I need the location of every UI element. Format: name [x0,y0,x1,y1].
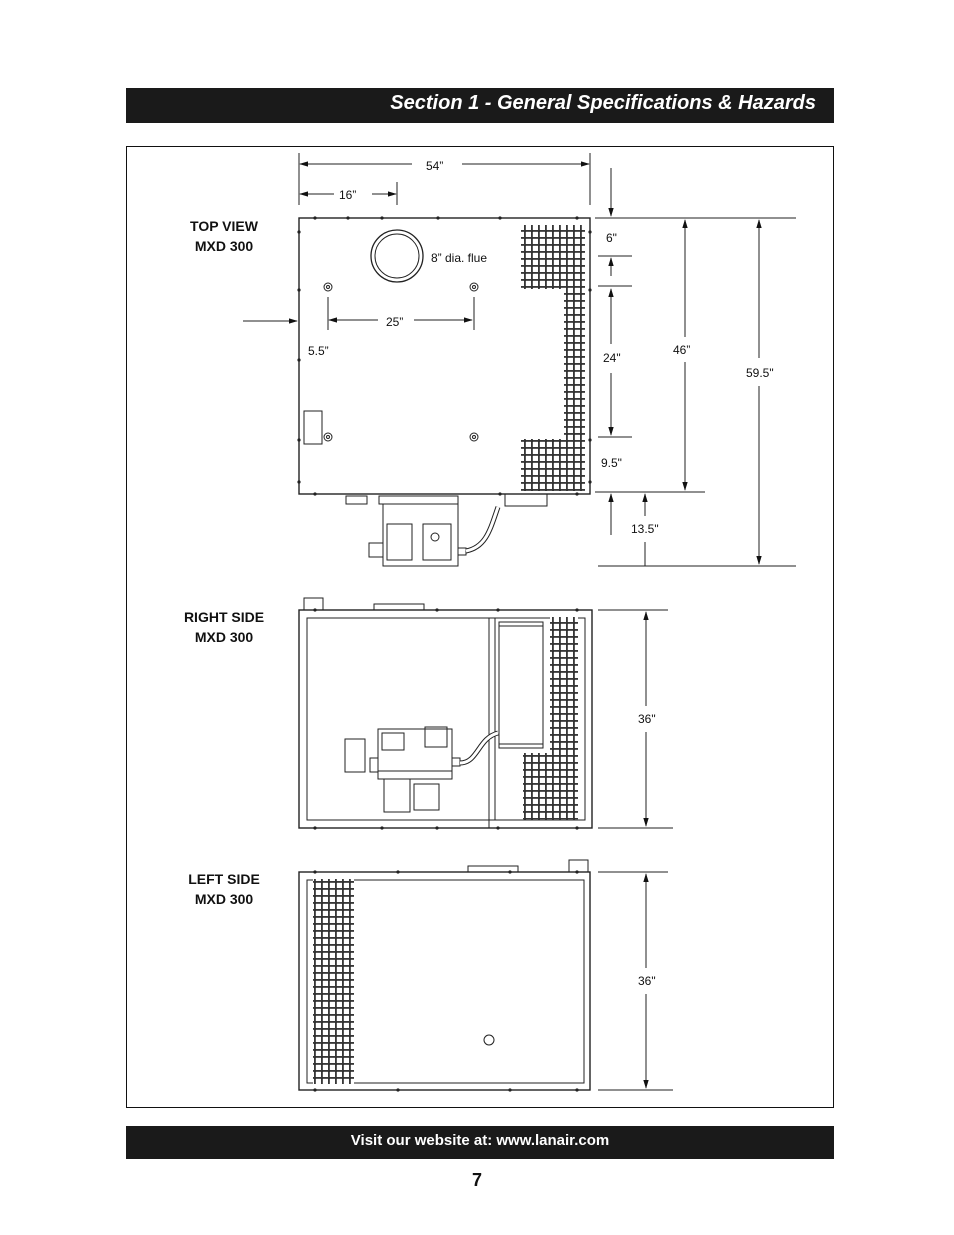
dimension-6: 6" [606,231,617,245]
dimension-24: 24" [603,351,621,365]
footer-bar [126,1126,834,1159]
page-number: 7 [471,1170,482,1190]
top-view [243,153,796,566]
dimension-46: 46” [673,343,691,357]
right-side-title: RIGHT SIDE [183,609,265,625]
top-view-label [164,216,284,256]
right-side-view [299,598,673,830]
flue-label: 8” dia. flue [431,251,488,265]
top-view-title: TOP VIEW [190,218,258,234]
left-side-title: LEFT SIDE [188,871,260,887]
right-side-height: 36" [638,712,656,726]
left-side-label [164,869,284,909]
dimension-16: 16” [339,188,357,202]
left-side-model: MXD 300 [194,891,254,907]
right-side-model: MXD 300 [194,629,254,645]
left-side-height: 36" [638,974,656,988]
section-title: Section 1 - General Specifications & Hazards [390,92,816,114]
dimension-25: 25” [386,315,404,329]
right-side-label [164,607,284,647]
dimension-5-5: 5.5” [308,344,329,358]
dimension-9-5: 9.5" [601,456,622,470]
dimension-13-5: 13.5" [631,522,659,536]
top-view-model: MXD 300 [194,238,254,254]
left-side-view [299,860,673,1092]
website-link[interactable]: Visit our website at: www.lanair.com [350,1132,610,1149]
dimension-54: 54” [426,159,444,173]
dimension-59-5: 59.5" [746,366,774,380]
